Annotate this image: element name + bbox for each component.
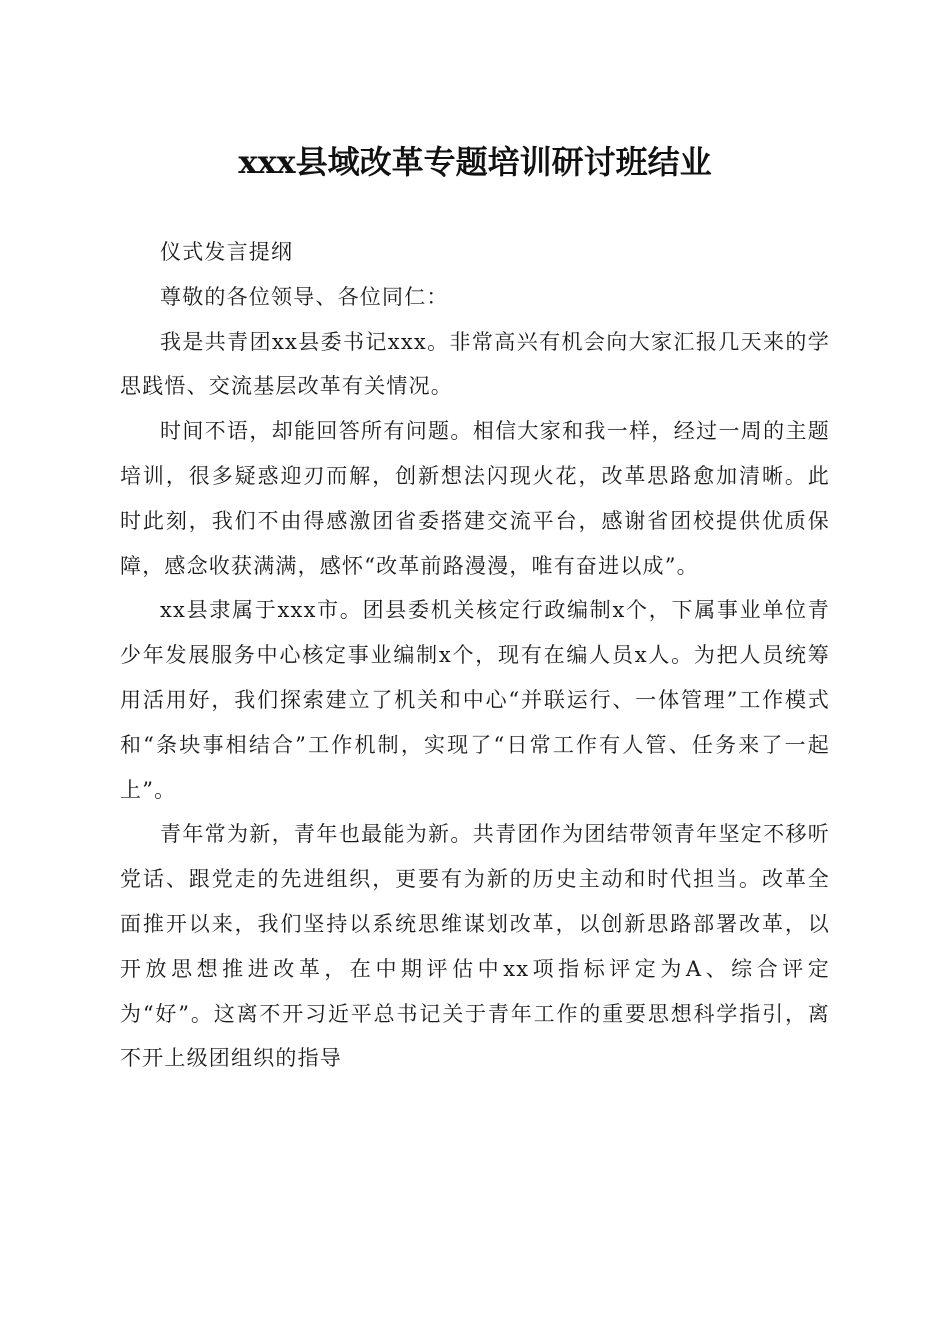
document-body: [120, 230, 830, 1081]
paragraph-subtitle: 仪式发言提纲: [160, 240, 294, 264]
paragraph-reflection: 时间不语，却能回答所有问题。相信大家和我一样，经过一周的主题培训，很多疑惑迎刃而解，创新想法闪现火花，改革思路愈加清晰。此时此刻，我们不由得感激团省委搭建交流平台，感谢省团校提供优质保障，感念收获满满，感怀“改革前路漫漫，唯有奋进以成”。: [120, 419, 830, 578]
paragraph-county-overview: xx县隶属于xxx市。团县委机关核定行政编制x个，下属事业单位青少年发展服务中心核定事业编制x个，现有在编人员x人。为把人员统筹用活用好，我们探索建立了机关和中心“并联运行、一体管理”工作模式和“条块事相结合”工作机制，实现了“日常工作有人管、任务来了一起上”。: [120, 598, 830, 802]
paragraph-salutation: 尊敬的各位领导、各位同仁：: [160, 284, 449, 309]
paragraph-introduction: 我是共青团xx县委书记xxx。非常高兴有机会向大家汇报几天来的学思践悟、交流基层改革有关情况。: [120, 329, 830, 399]
document-title: xxx县域改革专题培训研讨班结业: [238, 143, 712, 181]
paragraph-reform-progress: 青年常为新，青年也最能为新。共青团作为团结带领青年坚定不移听党话、跟党走的先进组织，更要有为新的历史主动和时代担当。改革全面推开以来，我们坚持以系统思维谋划改革，以创新思路部署改革，以开放思想推进改革，在中期评估中xx项指标评定为A、综合评定为“好”。这离不开习近平总书记关于青年工作的重要思想科学指引，离不开上级团组织的指导: [120, 822, 830, 1071]
